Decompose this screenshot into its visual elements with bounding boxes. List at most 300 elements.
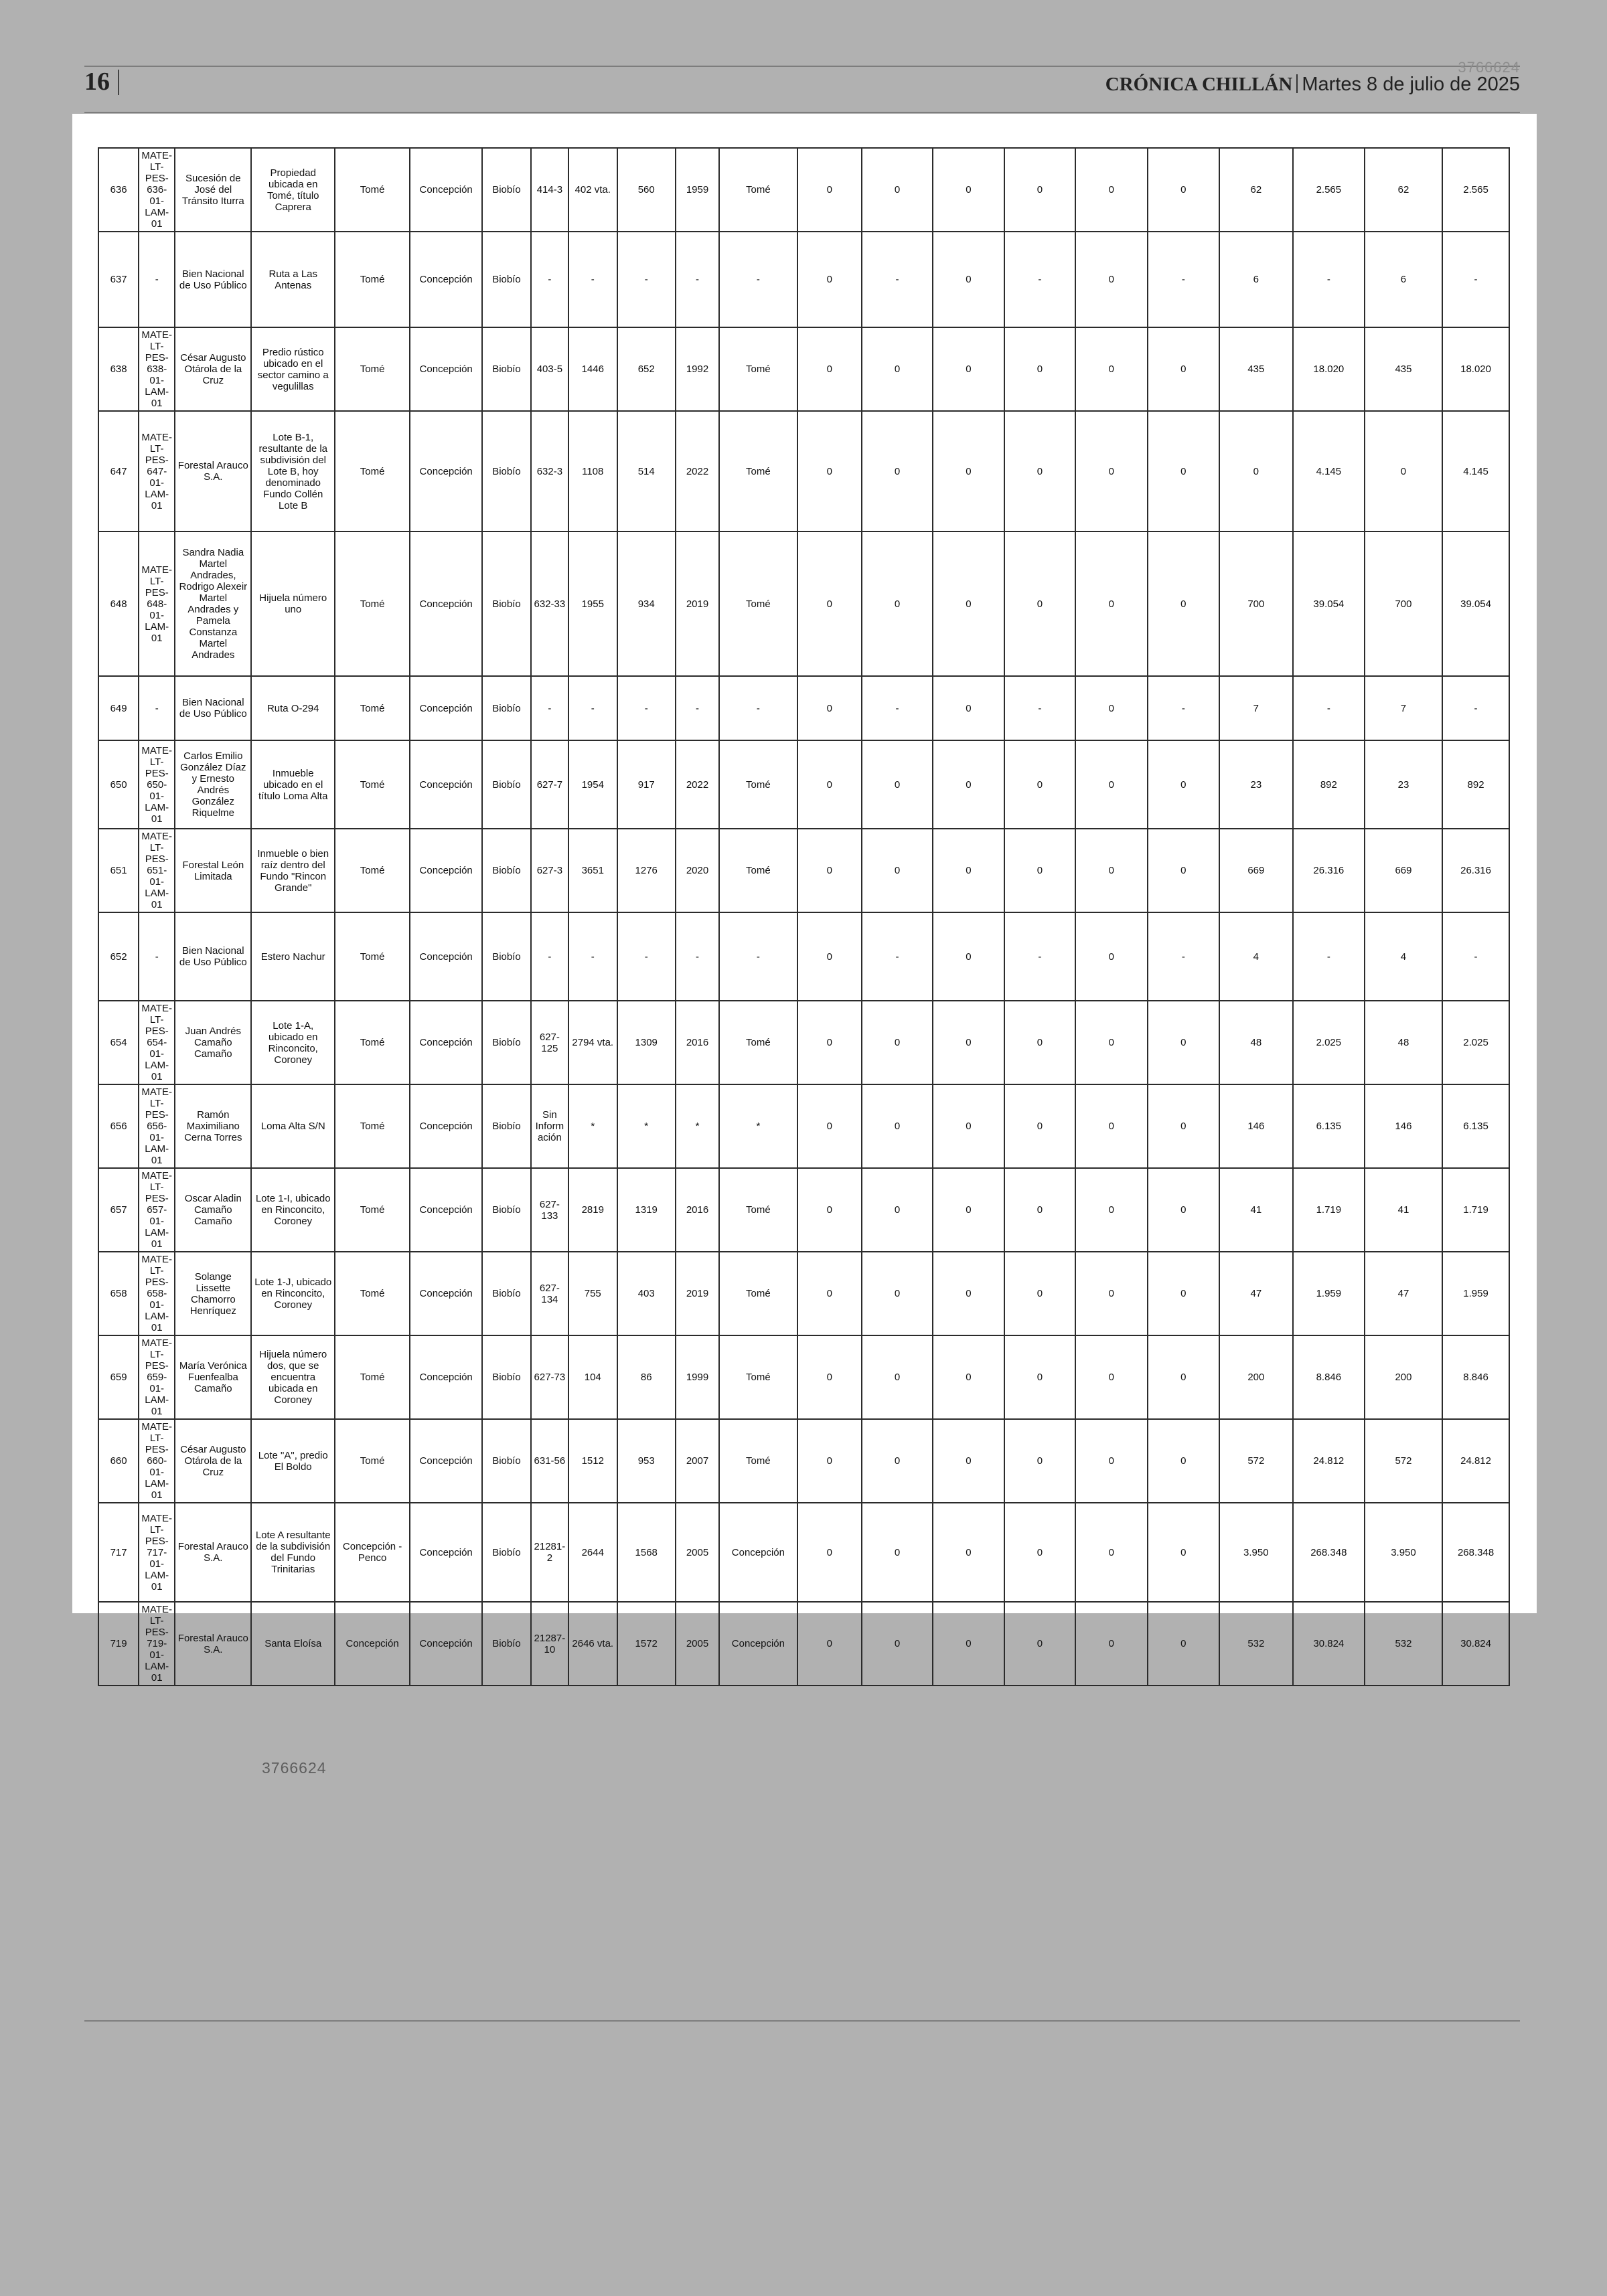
cell-v1: 0 <box>797 1001 862 1084</box>
cell-v7: 7 <box>1219 676 1293 740</box>
cell-numero: 1572 <box>617 1602 676 1686</box>
cell-v3: 0 <box>933 829 1004 912</box>
cell-rol-avaluo: 627-73 <box>531 1335 568 1419</box>
property-table <box>98 147 1510 1686</box>
cell-v1: 0 <box>797 676 862 740</box>
cell-region: Biobío <box>482 740 531 829</box>
cell-v2: - <box>862 232 933 327</box>
cell-rol: - <box>139 676 175 740</box>
cell-region: Biobío <box>482 912 531 1001</box>
cell-num: 636 <box>98 148 139 232</box>
cell-comuna: Tomé <box>335 1419 410 1503</box>
cell-anio: * <box>676 1084 719 1168</box>
cell-comuna: Concepción - Penco <box>335 1503 410 1602</box>
cell-v1: 0 <box>797 531 862 676</box>
cell-v3: 0 <box>933 1001 1004 1084</box>
table-row <box>98 148 1509 232</box>
cell-rol-avaluo: 627-133 <box>531 1168 568 1252</box>
cell-v10: 30.824 <box>1442 1602 1509 1686</box>
table-row <box>98 1001 1509 1084</box>
cell-property: Hijuela número uno <box>251 531 335 676</box>
cell-comuna: Tomé <box>335 676 410 740</box>
cell-v7: 435 <box>1219 327 1293 411</box>
cell-v4: 0 <box>1004 411 1075 531</box>
cell-v2: 0 <box>862 411 933 531</box>
cell-cbr: - <box>719 912 797 1001</box>
cell-v7: 48 <box>1219 1001 1293 1084</box>
cell-numero: 652 <box>617 327 676 411</box>
cell-num: 656 <box>98 1084 139 1168</box>
header-code: 3766624 <box>1458 59 1520 76</box>
cell-anio: 2019 <box>676 531 719 676</box>
cell-v6: 0 <box>1148 829 1219 912</box>
cell-numero: * <box>617 1084 676 1168</box>
cell-comuna: Tomé <box>335 148 410 232</box>
page-number-divider <box>118 70 119 95</box>
cell-num: 647 <box>98 411 139 531</box>
cell-cbr: Tomé <box>719 1335 797 1419</box>
cell-v7: 700 <box>1219 531 1293 676</box>
cell-v3: 0 <box>933 1168 1004 1252</box>
cell-rol-avaluo: 627-134 <box>531 1252 568 1335</box>
cell-v10: 8.846 <box>1442 1335 1509 1419</box>
cell-provincia: Concepción <box>410 740 482 829</box>
cell-fojas: 104 <box>568 1335 617 1419</box>
cell-v2: 0 <box>862 531 933 676</box>
cell-owner: César Augusto Otárola de la Cruz <box>175 1419 251 1503</box>
cell-v10: 4.145 <box>1442 411 1509 531</box>
cell-rol: MATE-LT-PES-719-01-LAM-01 <box>139 1602 175 1686</box>
cell-rol: MATE-LT-PES-656-01-LAM-01 <box>139 1084 175 1168</box>
cell-v10: 892 <box>1442 740 1509 829</box>
cell-v2: 0 <box>862 1335 933 1419</box>
cell-rol: MATE-LT-PES-654-01-LAM-01 <box>139 1001 175 1084</box>
cell-v4: 0 <box>1004 1084 1075 1168</box>
cell-property: Hijuela número dos, que se encuentra ubicada en Coroney <box>251 1335 335 1419</box>
cell-v7: 4 <box>1219 912 1293 1001</box>
cell-v6: 0 <box>1148 411 1219 531</box>
cell-rol: MATE-LT-PES-648-01-LAM-01 <box>139 531 175 676</box>
table-row <box>98 1335 1509 1419</box>
cell-v8: 30.824 <box>1293 1602 1365 1686</box>
cell-num: 651 <box>98 829 139 912</box>
cell-region: Biobío <box>482 1084 531 1168</box>
cell-v2: 0 <box>862 1168 933 1252</box>
cell-provincia: Concepción <box>410 676 482 740</box>
cell-fojas: 755 <box>568 1252 617 1335</box>
cell-provincia: Concepción <box>410 829 482 912</box>
cell-cbr: - <box>719 232 797 327</box>
cell-v2: 0 <box>862 1503 933 1602</box>
cell-v1: 0 <box>797 1419 862 1503</box>
cell-fojas: * <box>568 1084 617 1168</box>
cell-num: 659 <box>98 1335 139 1419</box>
cell-v6: 0 <box>1148 531 1219 676</box>
cell-provincia: Concepción <box>410 1168 482 1252</box>
cell-v8: 18.020 <box>1293 327 1365 411</box>
cell-numero: 403 <box>617 1252 676 1335</box>
cell-property: Estero Nachur <box>251 912 335 1001</box>
cell-numero: - <box>617 912 676 1001</box>
cell-v7: 3.950 <box>1219 1503 1293 1602</box>
cell-anio: 2022 <box>676 740 719 829</box>
cell-num: 654 <box>98 1001 139 1084</box>
cell-num: 657 <box>98 1168 139 1252</box>
cell-v5: 0 <box>1075 1602 1148 1686</box>
cell-owner: Forestal Arauco S.A. <box>175 1602 251 1686</box>
cell-anio: 1959 <box>676 148 719 232</box>
cell-v7: 62 <box>1219 148 1293 232</box>
cell-anio: 2016 <box>676 1168 719 1252</box>
cell-v7: 47 <box>1219 1252 1293 1335</box>
cell-rol-avaluo: 632-33 <box>531 531 568 676</box>
cell-comuna: Tomé <box>335 1084 410 1168</box>
cell-region: Biobío <box>482 1419 531 1503</box>
cell-num: 649 <box>98 676 139 740</box>
table-row <box>98 1252 1509 1335</box>
cell-owner: Bien Nacional de Uso Público <box>175 912 251 1001</box>
cell-v1: 0 <box>797 1168 862 1252</box>
cell-rol: - <box>139 912 175 1001</box>
cell-numero: 560 <box>617 148 676 232</box>
cell-property: Predio rústico ubicado en el sector camino a vegulillas <box>251 327 335 411</box>
cell-cbr: Tomé <box>719 531 797 676</box>
cell-v8: 1.959 <box>1293 1252 1365 1335</box>
cell-comuna: Tomé <box>335 829 410 912</box>
cell-provincia: Concepción <box>410 1503 482 1602</box>
cell-v1: 0 <box>797 1252 862 1335</box>
cell-cbr: Tomé <box>719 740 797 829</box>
cell-fojas: 1954 <box>568 740 617 829</box>
cell-v4: 0 <box>1004 1252 1075 1335</box>
cell-v4: 0 <box>1004 1335 1075 1419</box>
cell-rol: MATE-LT-PES-651-01-LAM-01 <box>139 829 175 912</box>
cell-num: 658 <box>98 1252 139 1335</box>
cell-fojas: 402 vta. <box>568 148 617 232</box>
cell-v9: 62 <box>1365 148 1442 232</box>
cell-v3: 0 <box>933 1503 1004 1602</box>
cell-rol-avaluo: 631-56 <box>531 1419 568 1503</box>
cell-cbr: Tomé <box>719 148 797 232</box>
cell-comuna: Tomé <box>335 912 410 1001</box>
cell-v7: 200 <box>1219 1335 1293 1419</box>
cell-v9: 146 <box>1365 1084 1442 1168</box>
cell-v8: 26.316 <box>1293 829 1365 912</box>
cell-property: Inmueble ubicado en el título Loma Alta <box>251 740 335 829</box>
cell-v9: 700 <box>1365 531 1442 676</box>
cell-v8: 24.812 <box>1293 1419 1365 1503</box>
cell-provincia: Concepción <box>410 1001 482 1084</box>
cell-v3: 0 <box>933 676 1004 740</box>
publication-date: Martes 8 de julio de 2025 <box>1302 74 1520 95</box>
cell-v6: 0 <box>1148 1335 1219 1419</box>
cell-cbr: Tomé <box>719 829 797 912</box>
cell-v6: 0 <box>1148 1168 1219 1252</box>
cell-v9: 7 <box>1365 676 1442 740</box>
cell-v2: 0 <box>862 829 933 912</box>
cell-fojas: 2819 <box>568 1168 617 1252</box>
cell-v9: 6 <box>1365 232 1442 327</box>
cell-fojas: 1108 <box>568 411 617 531</box>
cell-rol: - <box>139 232 175 327</box>
cell-v6: - <box>1148 232 1219 327</box>
cell-provincia: Concepción <box>410 232 482 327</box>
cell-v4: 0 <box>1004 829 1075 912</box>
cell-v5: 0 <box>1075 232 1148 327</box>
cell-rol-avaluo: 627-125 <box>531 1001 568 1084</box>
cell-v4: 0 <box>1004 1602 1075 1686</box>
table-row <box>98 1419 1509 1503</box>
cell-cbr: - <box>719 676 797 740</box>
cell-numero: - <box>617 676 676 740</box>
cell-rol: MATE-LT-PES-636-01-LAM-01 <box>139 148 175 232</box>
cell-anio: 2007 <box>676 1419 719 1503</box>
cell-v2: 0 <box>862 1419 933 1503</box>
cell-owner: Solange Lissette Chamorro Henríquez <box>175 1252 251 1335</box>
cell-v3: 0 <box>933 1252 1004 1335</box>
cell-v9: 200 <box>1365 1335 1442 1419</box>
table-row <box>98 1084 1509 1168</box>
cell-property: Loma Alta S/N <box>251 1084 335 1168</box>
cell-cbr: Tomé <box>719 1252 797 1335</box>
cell-v10: 1.959 <box>1442 1252 1509 1335</box>
cell-v7: 23 <box>1219 740 1293 829</box>
cell-num: 637 <box>98 232 139 327</box>
cell-comuna: Tomé <box>335 1001 410 1084</box>
cell-fojas: - <box>568 232 617 327</box>
cell-v8: 6.135 <box>1293 1084 1365 1168</box>
cell-cbr: Tomé <box>719 327 797 411</box>
cell-provincia: Concepción <box>410 1084 482 1168</box>
cell-v5: 0 <box>1075 531 1148 676</box>
cell-rol-avaluo: 414-3 <box>531 148 568 232</box>
cell-owner: Carlos Emilio González Díaz y Ernesto Andrés González Riquelme <box>175 740 251 829</box>
cell-v4: - <box>1004 232 1075 327</box>
cell-v3: 0 <box>933 1419 1004 1503</box>
cell-fojas: 1446 <box>568 327 617 411</box>
cell-v3: 0 <box>933 1335 1004 1419</box>
notice-sheet <box>72 114 1537 1684</box>
cell-owner: Bien Nacional de Uso Público <box>175 232 251 327</box>
top-rule <box>84 66 1520 67</box>
cell-v1: 0 <box>797 912 862 1001</box>
cell-v10: 39.054 <box>1442 531 1509 676</box>
cell-numero: 953 <box>617 1419 676 1503</box>
cell-property: Lote 1-J, ubicado en Rinconcito, Coroney <box>251 1252 335 1335</box>
cell-rol-avaluo: 21287-10 <box>531 1602 568 1686</box>
cell-cbr: Concepción <box>719 1602 797 1686</box>
property-table-body <box>98 148 1509 1686</box>
cell-v2: 0 <box>862 740 933 829</box>
cell-v1: 0 <box>797 1084 862 1168</box>
page-number: 16 <box>84 68 110 96</box>
cell-v10: 18.020 <box>1442 327 1509 411</box>
cell-numero: 917 <box>617 740 676 829</box>
cell-owner: Sandra Nadia Martel Andrades, Rodrigo Alexeir Martel Andrades y Pamela Constanza Martel Andrades <box>175 531 251 676</box>
table-row <box>98 411 1509 531</box>
cell-v1: 0 <box>797 1503 862 1602</box>
cell-anio: - <box>676 676 719 740</box>
cell-v8: 4.145 <box>1293 411 1365 531</box>
cell-v7: 669 <box>1219 829 1293 912</box>
cell-region: Biobío <box>482 411 531 531</box>
cell-rol-avaluo: 21281-2 <box>531 1503 568 1602</box>
cell-rol: MATE-LT-PES-658-01-LAM-01 <box>139 1252 175 1335</box>
cell-v5: 0 <box>1075 1419 1148 1503</box>
cell-v5: 0 <box>1075 411 1148 531</box>
cell-v5: 0 <box>1075 148 1148 232</box>
cell-num: 652 <box>98 912 139 1001</box>
cell-v10: - <box>1442 676 1509 740</box>
cell-v1: 0 <box>797 829 862 912</box>
cell-property: Ruta O-294 <box>251 676 335 740</box>
cell-v9: 0 <box>1365 411 1442 531</box>
cell-v6: - <box>1148 912 1219 1001</box>
cell-rol-avaluo: 627-7 <box>531 740 568 829</box>
cell-v9: 48 <box>1365 1001 1442 1084</box>
cell-cbr: Tomé <box>719 1419 797 1503</box>
cell-num: 660 <box>98 1419 139 1503</box>
publication-name: CRÓNICA CHILLÁN <box>1105 74 1293 95</box>
cell-v8: - <box>1293 912 1365 1001</box>
cell-comuna: Tomé <box>335 740 410 829</box>
cell-rol: MATE-LT-PES-659-01-LAM-01 <box>139 1335 175 1419</box>
cell-anio: 2020 <box>676 829 719 912</box>
cell-numero: 514 <box>617 411 676 531</box>
cell-v10: 1.719 <box>1442 1168 1509 1252</box>
cell-v2: - <box>862 912 933 1001</box>
cell-region: Biobío <box>482 676 531 740</box>
cell-property: Propiedad ubicada en Tomé, título Caprera <box>251 148 335 232</box>
cell-v2: 0 <box>862 327 933 411</box>
cell-comuna: Concepción <box>335 1602 410 1686</box>
cell-num: 717 <box>98 1503 139 1602</box>
cell-rol-avaluo: 627-3 <box>531 829 568 912</box>
cell-comuna: Tomé <box>335 411 410 531</box>
cell-property: Lote 1-A, ubicado en Rinconcito, Coroney <box>251 1001 335 1084</box>
cell-region: Biobío <box>482 232 531 327</box>
cell-cbr: Tomé <box>719 1001 797 1084</box>
cell-v9: 23 <box>1365 740 1442 829</box>
cell-v1: 0 <box>797 411 862 531</box>
cell-fojas: - <box>568 912 617 1001</box>
cell-v9: 669 <box>1365 829 1442 912</box>
cell-v8: - <box>1293 676 1365 740</box>
cell-v8: 268.348 <box>1293 1503 1365 1602</box>
cell-v6: - <box>1148 676 1219 740</box>
cell-v1: 0 <box>797 1602 862 1686</box>
cell-rol-avaluo: - <box>531 912 568 1001</box>
cell-owner: Bien Nacional de Uso Público <box>175 676 251 740</box>
cell-provincia: Concepción <box>410 1335 482 1419</box>
cell-v3: 0 <box>933 912 1004 1001</box>
cell-v5: 0 <box>1075 676 1148 740</box>
cell-v8: 8.846 <box>1293 1335 1365 1419</box>
cell-num: 650 <box>98 740 139 829</box>
cell-fojas: 2646 vta. <box>568 1602 617 1686</box>
cell-v7: 146 <box>1219 1084 1293 1168</box>
cell-property: Lote 1-I, ubicado en Rinconcito, Coroney <box>251 1168 335 1252</box>
cell-v3: 0 <box>933 531 1004 676</box>
cell-rol: MATE-LT-PES-660-01-LAM-01 <box>139 1419 175 1503</box>
cell-rol: MATE-LT-PES-650-01-LAM-01 <box>139 740 175 829</box>
cell-v5: 0 <box>1075 740 1148 829</box>
cell-v8: - <box>1293 232 1365 327</box>
cell-provincia: Concepción <box>410 531 482 676</box>
cell-v6: 0 <box>1148 1084 1219 1168</box>
cell-v10: 24.812 <box>1442 1419 1509 1503</box>
cell-v4: 0 <box>1004 1503 1075 1602</box>
cell-fojas: - <box>568 676 617 740</box>
table-row <box>98 912 1509 1001</box>
cell-rol: MATE-LT-PES-657-01-LAM-01 <box>139 1168 175 1252</box>
cell-v5: 0 <box>1075 1084 1148 1168</box>
cell-anio: 2019 <box>676 1252 719 1335</box>
cell-v10: 2.565 <box>1442 148 1509 232</box>
cell-v7: 532 <box>1219 1602 1293 1686</box>
cell-property: Santa Eloísa <box>251 1602 335 1686</box>
cell-numero: 1276 <box>617 829 676 912</box>
cell-v7: 572 <box>1219 1419 1293 1503</box>
cell-v5: 0 <box>1075 1168 1148 1252</box>
cell-provincia: Concepción <box>410 1602 482 1686</box>
cell-anio: 2022 <box>676 411 719 531</box>
cell-comuna: Tomé <box>335 1252 410 1335</box>
cell-num: 638 <box>98 327 139 411</box>
cell-v4: 0 <box>1004 1001 1075 1084</box>
masthead <box>1105 74 1520 96</box>
cell-property: Ruta a Las Antenas <box>251 232 335 327</box>
cell-v1: 0 <box>797 148 862 232</box>
cell-v2: - <box>862 676 933 740</box>
cell-rol-avaluo: - <box>531 676 568 740</box>
cell-v10: - <box>1442 232 1509 327</box>
table-row <box>98 1503 1509 1602</box>
cell-anio: - <box>676 912 719 1001</box>
cell-v6: 0 <box>1148 148 1219 232</box>
cell-v9: 572 <box>1365 1419 1442 1503</box>
cell-v6: 0 <box>1148 1252 1219 1335</box>
cell-region: Biobío <box>482 829 531 912</box>
cell-v5: 0 <box>1075 1252 1148 1335</box>
cell-v3: 0 <box>933 740 1004 829</box>
cell-anio: 1999 <box>676 1335 719 1419</box>
cell-v3: 0 <box>933 232 1004 327</box>
cell-rol: MATE-LT-PES-647-01-LAM-01 <box>139 411 175 531</box>
table-row <box>98 327 1509 411</box>
cell-rol: MATE-LT-PES-638-01-LAM-01 <box>139 327 175 411</box>
table-row <box>98 829 1509 912</box>
cell-rol-avaluo: Sin Inform ación <box>531 1084 568 1168</box>
cell-owner: Oscar Aladin Camaño Camaño <box>175 1168 251 1252</box>
cell-region: Biobío <box>482 1335 531 1419</box>
cell-v3: 0 <box>933 1084 1004 1168</box>
table-row <box>98 740 1509 829</box>
cell-v6: 0 <box>1148 1419 1219 1503</box>
cell-v9: 4 <box>1365 912 1442 1001</box>
cell-property: Lote A resultante de la subdivisión del Fundo Trinitarias <box>251 1503 335 1602</box>
cell-v6: 0 <box>1148 740 1219 829</box>
cell-provincia: Concepción <box>410 327 482 411</box>
cell-owner: Forestal Arauco S.A. <box>175 411 251 531</box>
cell-v4: 0 <box>1004 327 1075 411</box>
cell-owner: Forestal León Limitada <box>175 829 251 912</box>
cell-region: Biobío <box>482 1168 531 1252</box>
cell-v4: - <box>1004 676 1075 740</box>
cell-v8: 39.054 <box>1293 531 1365 676</box>
cell-v3: 0 <box>933 411 1004 531</box>
cell-v6: 0 <box>1148 1503 1219 1602</box>
